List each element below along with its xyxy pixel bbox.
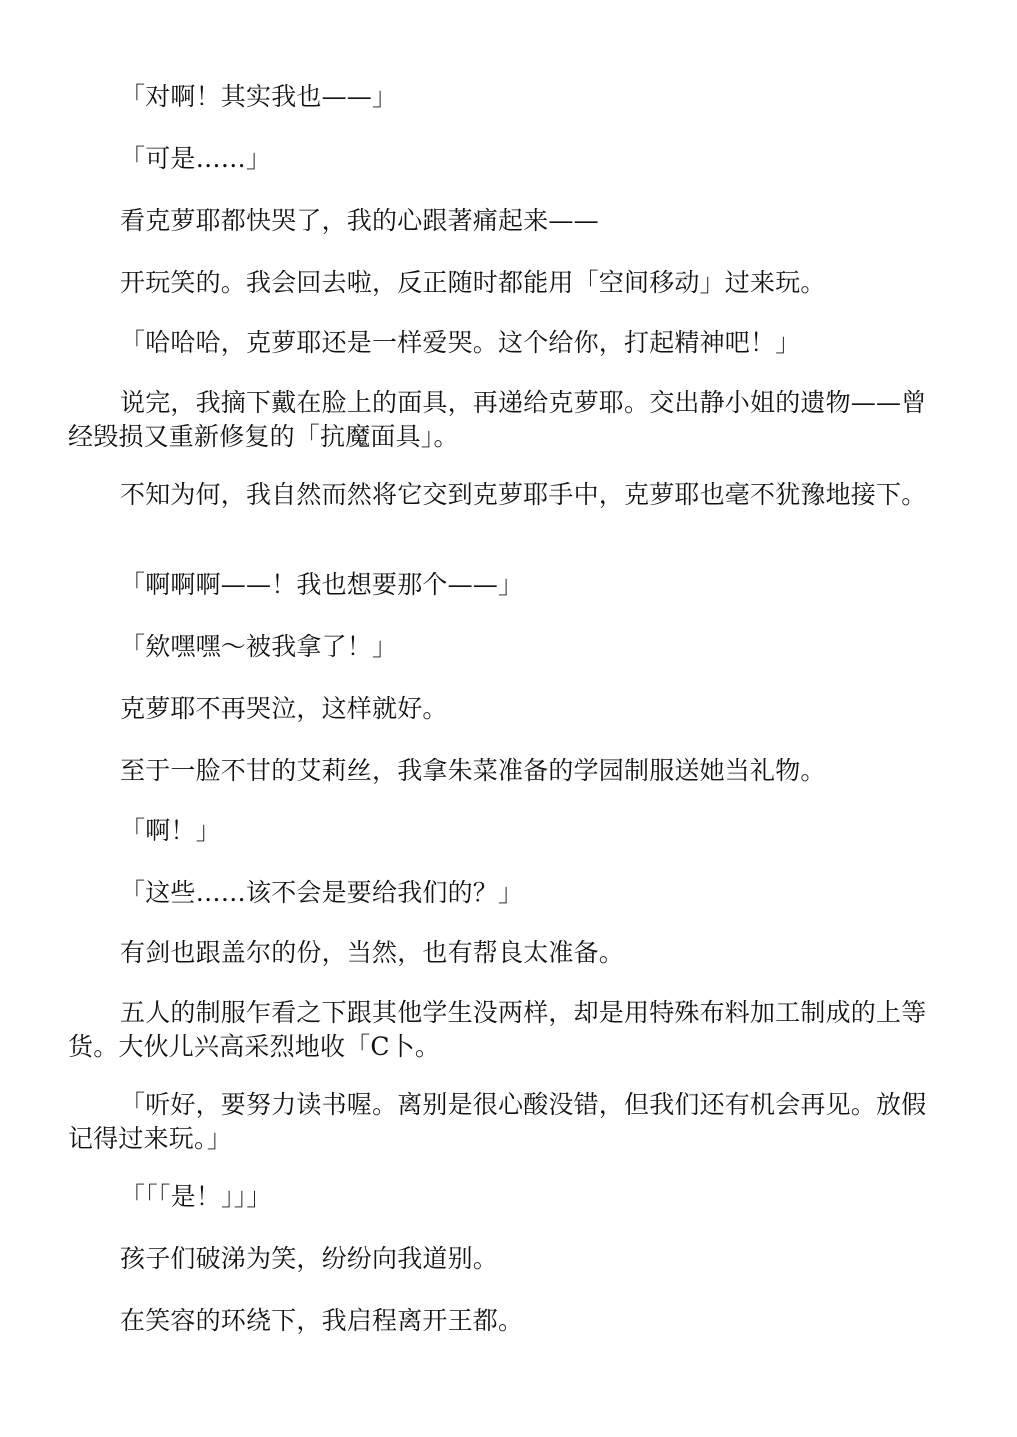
paragraph: 孩子们破涕为笑，纷纷向我道别。 xyxy=(120,1244,499,1273)
paragraph: 说完，我摘下戴在脸上的面具，再递给克萝耶。交出静小姐的遗物——曾经毁损又重新修复的「抗魔面具」。 xyxy=(68,388,927,451)
paragraph: 「可是……」 xyxy=(120,144,272,173)
paragraph: 「这些……该不会是要给我们的？」 xyxy=(120,878,524,907)
paragraph: 不知为何，我自然而然将它交到克萝耶手中，克萝耶也毫不犹豫地接下。 xyxy=(120,480,927,509)
paragraph: 看克萝耶都快哭了，我的心跟著痛起来—— xyxy=(120,206,599,235)
paragraph: 「欸嘿嘿～被我拿了！」 xyxy=(120,632,398,661)
paragraph: 在笑容的环绕下，我启程离开王都。 xyxy=(120,1306,524,1335)
paragraph: 有剑也跟盖尔的份，当然，也有帮良太准备。 xyxy=(120,938,625,967)
paragraph: 开玩笑的。我会回去啦，反正随时都能用「空间移动」过来玩。 xyxy=(120,268,826,297)
paragraph: 至于一脸不甘的艾莉丝，我拿朱菜准备的学园制服送她当礼物。 xyxy=(120,756,826,785)
paragraph: 「啊啊啊——！我也想要那个——」 xyxy=(120,570,524,599)
paragraph: 「对啊！其实我也——」 xyxy=(120,82,398,111)
paragraph: 「啊！」 xyxy=(120,816,221,845)
paragraph: 五人的制服乍看之下跟其他学生没两样，却是用特殊布料加工制成的上等货。大伙儿兴高采烈地收「C卜。 xyxy=(68,998,927,1061)
paragraph: 「「「是！」」」 xyxy=(120,1182,272,1211)
paragraph: 克萝耶不再哭泣，这样就好。 xyxy=(120,694,448,723)
paragraph: 「哈哈哈，克萝耶还是一样爱哭。这个给你，打起精神吧！」 xyxy=(120,328,801,357)
paragraph: 「听好，要努力读书喔。离别是很心酸没错，但我们还有机会再见。放假记得过来玩。」 xyxy=(68,1090,927,1153)
